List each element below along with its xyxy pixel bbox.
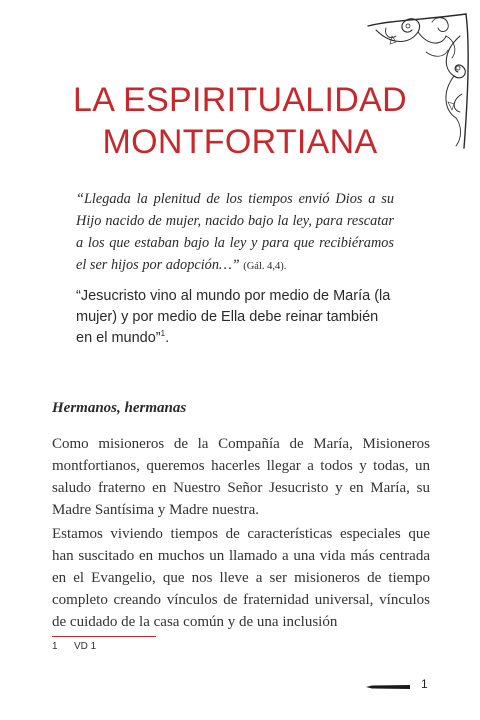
epigraph-scripture bbox=[76, 188, 394, 278]
epigraph-quote-end: . bbox=[165, 330, 170, 346]
epigraph-quote bbox=[76, 286, 394, 349]
title-line-2: MONTFORTIANA bbox=[102, 122, 378, 161]
page-number: 1 bbox=[421, 677, 428, 691]
footnote-text: VD 1 bbox=[74, 641, 97, 652]
footnote-number: 1 bbox=[52, 641, 58, 652]
epigraph-quote-text: “Jesucristo vino al mundo por medio de María (la mujer) y por medio de Ella debe reinar también en el mundo” bbox=[76, 288, 391, 346]
epigraph-reference: (Gál. 4,4). bbox=[243, 261, 287, 272]
footnote-divider bbox=[52, 636, 156, 637]
section-heading: Hermanos, hermanas bbox=[52, 400, 187, 416]
footnote-mark: 1 bbox=[160, 329, 166, 339]
page-bar-icon bbox=[366, 684, 410, 690]
body-paragraph: Como misioneros de la Compañía de María, Misioneros montfortianos, queremos hacerles llegar a todos y todas, un saludo fraterno en Nuestro Señor Jesucristo y en María, su Madre Santísima y Madre nuestra. bbox=[52, 436, 430, 518]
footnote bbox=[52, 641, 96, 652]
page-title bbox=[40, 79, 440, 163]
epigraph-scripture-text: “Llegada la plenitud de los tiempos envió Dios a su Hijo nacido de mujer, nacido bajo la ley, para rescatar a los que estaban bajo la ley y para que recibiéramos el ser hijos por adopción…” bbox=[76, 191, 394, 273]
body-paragraph: Estamos viviendo tiempos de características especiales que han suscitado en muchos un llamado a una vida más centrada en el Evangelio, que nos lleve a ser misioneros de tiempo completo creando vínculos de fraternidad universal, vínculos de cuidado de la casa común y de una inclusión bbox=[52, 526, 430, 630]
title-line-1: LA ESPIRITUALIDAD bbox=[73, 80, 407, 119]
